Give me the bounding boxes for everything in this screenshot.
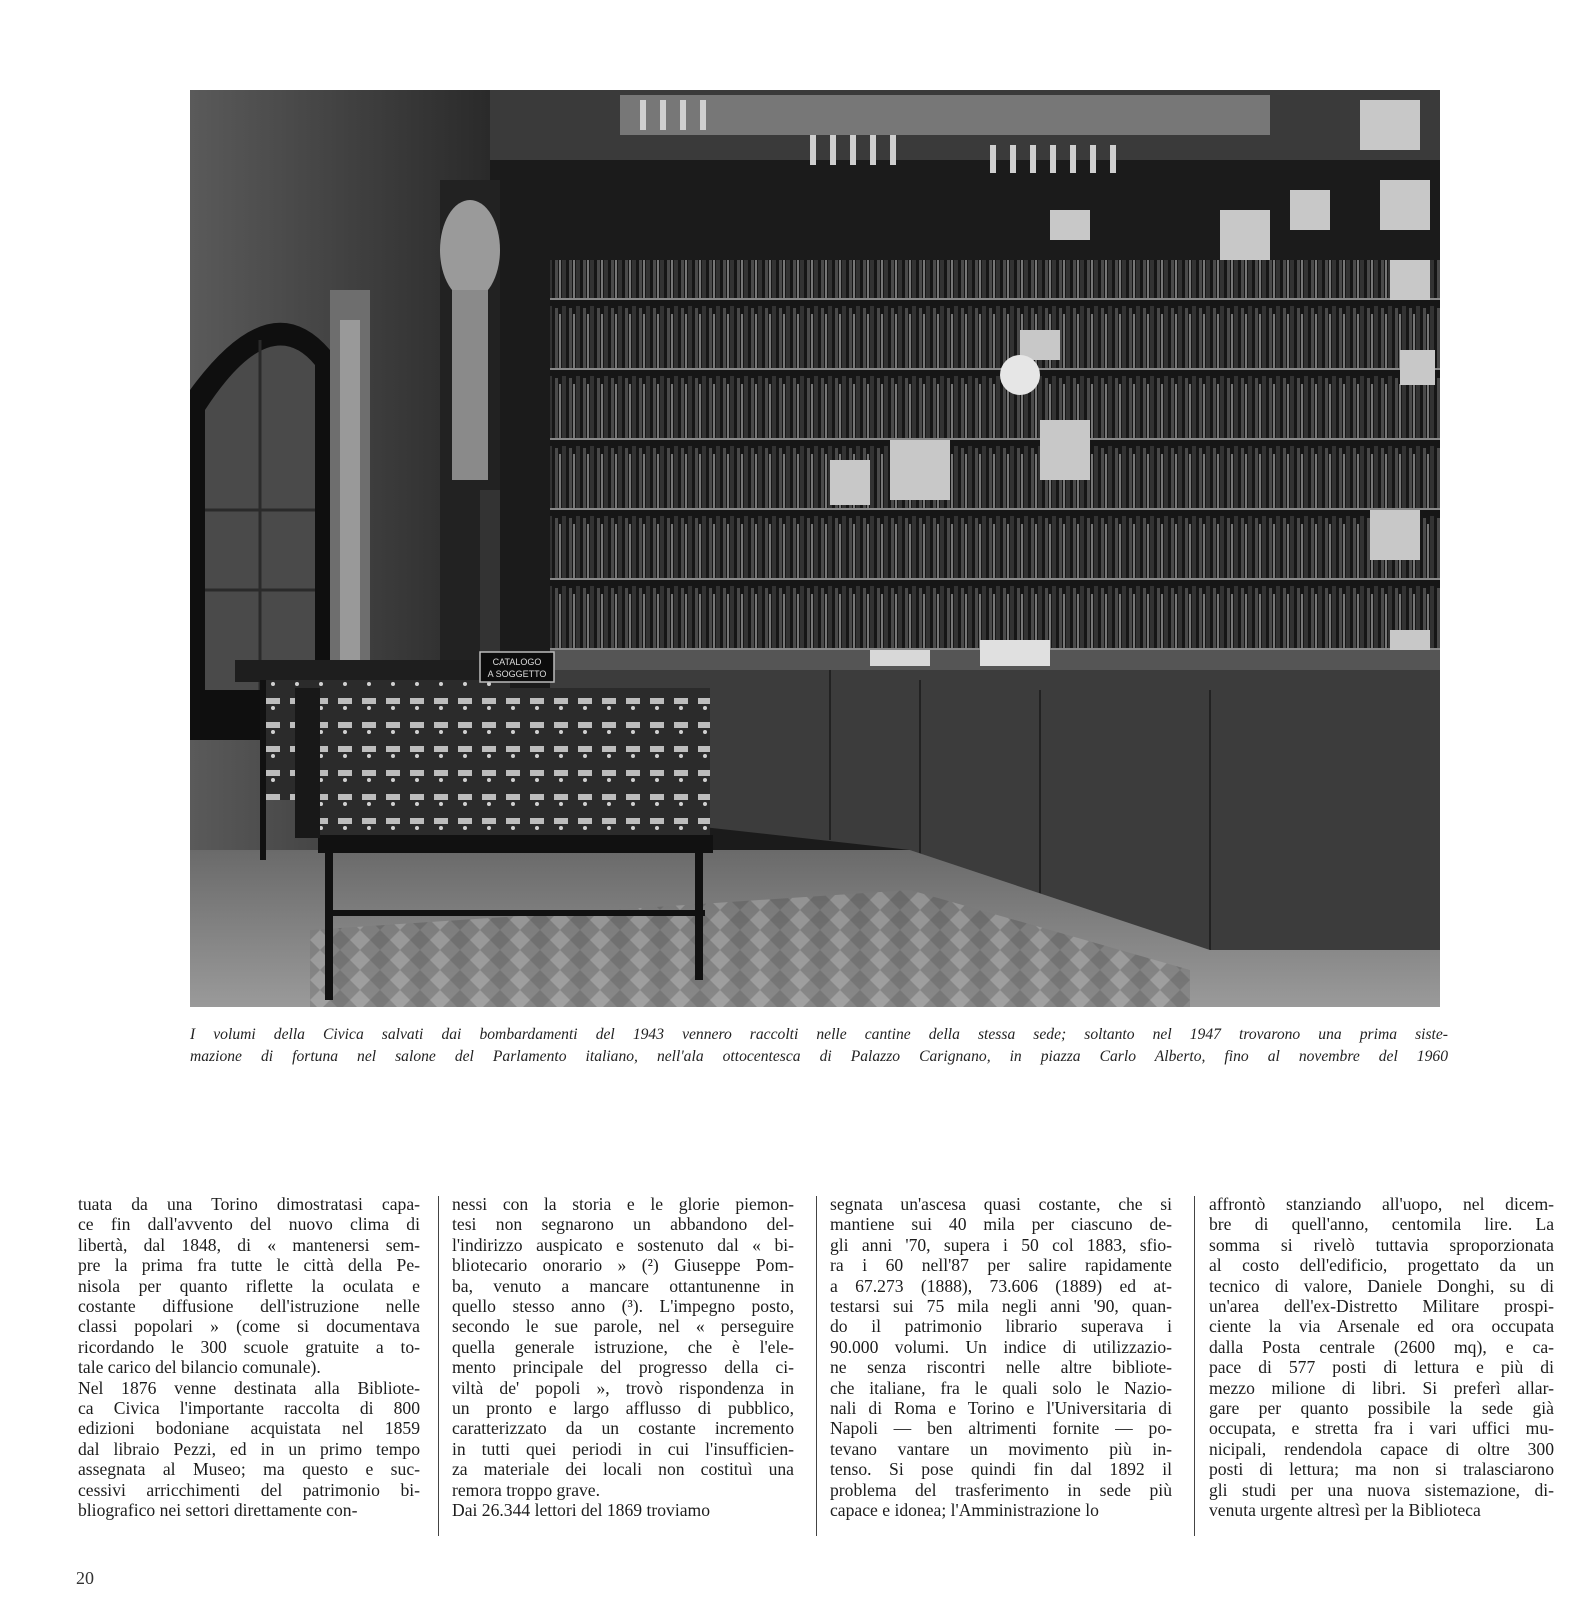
text-line: ce fin dall'avvento del nuovo clima di [78,1214,420,1235]
text-line: un pronto e largo afflusso di pubblico, [452,1398,794,1419]
text-line: Napoli — ben altrimenti fornite — po- [830,1418,1172,1439]
text-line: tuata da una Torino dimostratasi capa- [78,1194,420,1214]
text-line: nicipali, rendendola capace di oltre 300 [1209,1438,1554,1459]
page-number: 20 [76,1568,94,1588]
catalogo-sign-line1: CATALOGO [492,657,542,667]
text-line: mantiene sui 40 mila per ciascuno de- [830,1214,1172,1235]
text-line: l'indirizzo auspicato e sostenuto dal « bi- [452,1234,794,1255]
caption-line: mazione di fortuna nel salone del Parlamento italiano, nell'ala ottocentesca di Palazzo Carignano, in piazza Carlo Alberto, fino al novembre del 1960 [190,1048,1448,1065]
text-line: gli studi per una nuova sistemazione, di- [1209,1479,1554,1500]
text-line: bre di quell'anno, centomila lire. La [1209,1214,1554,1235]
text-line: venuta urgente altresì per la Biblioteca [1209,1500,1481,1521]
text-line: dal libraio Pezzi, ed in un primo tempo [78,1438,420,1459]
text-line: viltà de' popoli », trovò rispondenza in [452,1377,794,1398]
text-line: occupata, e stretta fra i vari uffici mu- [1209,1418,1554,1439]
text-line: un'area dell'ex-Distretto Militare prospi- [1209,1296,1554,1317]
text-line: a 67.273 (1888), 73.606 (1889) ed at- [830,1275,1172,1296]
text-line: bliografico nei settori direttamente con- [78,1500,358,1521]
text-line: ne senza riscontri nelle altre bibliote- [830,1357,1172,1378]
text-line: mezzo milione di libri. Si preferì allar- [1209,1377,1554,1398]
text-line: tecnico di valore, Daniele Donghi, su di [1209,1275,1554,1296]
text-line: edizioni bodoniane acquistata nel 1859 [78,1418,420,1439]
text-line: cessivi arricchimenti del patrimonio bi- [78,1479,420,1500]
text-line: libertà, dal 1848, di « mantenersi sem- [78,1234,420,1255]
text-line: al costo dell'edificio, progettato da un [1209,1255,1554,1276]
text-line: in tutti quei periodi in cui l'insufficien- [452,1438,794,1459]
text-line: tesi non segnarono un abbandono del- [452,1214,794,1235]
text-line: segnata un'ascesa quasi costante, che si [830,1194,1172,1214]
text-line: posti di lettura; ma non si tralasciarono [1209,1459,1554,1480]
text-line: secondo le sue parole, nel « perseguire [452,1316,794,1337]
text-line: somma si rivelò tuttavia sproporzionata [1209,1234,1554,1255]
text-line: nali di Roma e Torino e l'Universitaria di [830,1398,1172,1419]
text-line: costante diffusione dell'istruzione nelle [78,1296,420,1317]
text-line: nisola per quanto riflette la oculata e [78,1275,420,1296]
text-line: pace di 577 posti di lettura e più di [1209,1357,1554,1378]
text-line: ciente la via Arsenale ed ora occupata [1209,1316,1554,1337]
text-line: do il patrimonio librario superava i [830,1316,1172,1337]
text-line: ra i 60 nell'87 per salire rapidamente [830,1255,1172,1276]
text-line: tevano vantare un movimento più in- [830,1438,1172,1459]
text-line: quella generale istruzione, che è l'ele- [452,1336,794,1357]
text-line: ca Civica l'importante raccolta di 800 [78,1398,420,1419]
text-line: dalla Posta centrale (2600 mq), e ca- [1209,1336,1554,1357]
column-divider [1194,1196,1195,1536]
text-line: caratterizzato da un costante incremento [452,1418,794,1439]
text-line: nessi con la storia e le glorie piemon- [452,1194,794,1214]
text-line: capace e idonea; l'Amministrazione lo [830,1500,1099,1521]
text-column-4 [1209,1194,1554,1521]
caption-line: I volumi della Civica salvati dai bombardamenti del 1943 vennero raccolti nelle cantine della stessa sede; soltanto nel 1947 trovarono una prima siste- [190,1026,1448,1043]
column-divider [438,1196,439,1536]
text-line: ricordando le 300 scuole gratuite a to- [78,1336,420,1357]
column-divider [816,1196,817,1536]
text-line: problema del trasferimento in sede più [830,1479,1172,1500]
text-line: ba, venuto a mancare ottantunenne in [452,1275,794,1296]
text-line: classi popolari » (come si documentava [78,1316,420,1337]
text-line: mento principale del progresso della ci- [452,1357,794,1378]
text-column-2 [452,1194,794,1521]
text-line: bliotecario onorario » (²) Giuseppe Pom- [452,1255,794,1276]
text-line: affrontò stanziando all'uopo, nel dicem- [1209,1194,1554,1214]
text-column-3 [830,1194,1172,1521]
text-line: tale carico del bilancio comunale). [78,1357,321,1378]
text-line: assegnata al Museo; ma questo e suc- [78,1459,420,1480]
text-line: remora troppo grave. [452,1479,601,1500]
library-photograph [190,90,1440,1007]
text-column-1 [78,1194,420,1521]
text-line: gli anni '70, supera i 50 col 1883, sfio- [830,1234,1172,1255]
text-line: gare per quanto possibile la sede già [1209,1398,1554,1419]
text-line: tenso. Si pose quindi fin dal 1892 il [830,1459,1172,1480]
text-line: testarsi sui 75 mila negli anni '90, quan- [830,1296,1172,1317]
photo-caption [190,1024,1448,1068]
text-line: pre la prima fra tutte le città della Pe- [78,1255,420,1276]
text-line: za materiale dei locali non costituì una [452,1459,794,1480]
text-line: Dai 26.344 lettori del 1869 troviamo [452,1500,710,1521]
text-line: Nel 1876 venne destinata alla Bibliote- [78,1377,420,1398]
text-line: quello stesso anno (³). L'impegno posto, [452,1296,794,1317]
text-line: che italiane, fra le quali solo le Nazio- [830,1377,1172,1398]
text-line: 90.000 volumi. Un indice di utilizzazio- [830,1336,1172,1357]
catalogo-sign-line2: A SOGGETTO [487,669,547,679]
